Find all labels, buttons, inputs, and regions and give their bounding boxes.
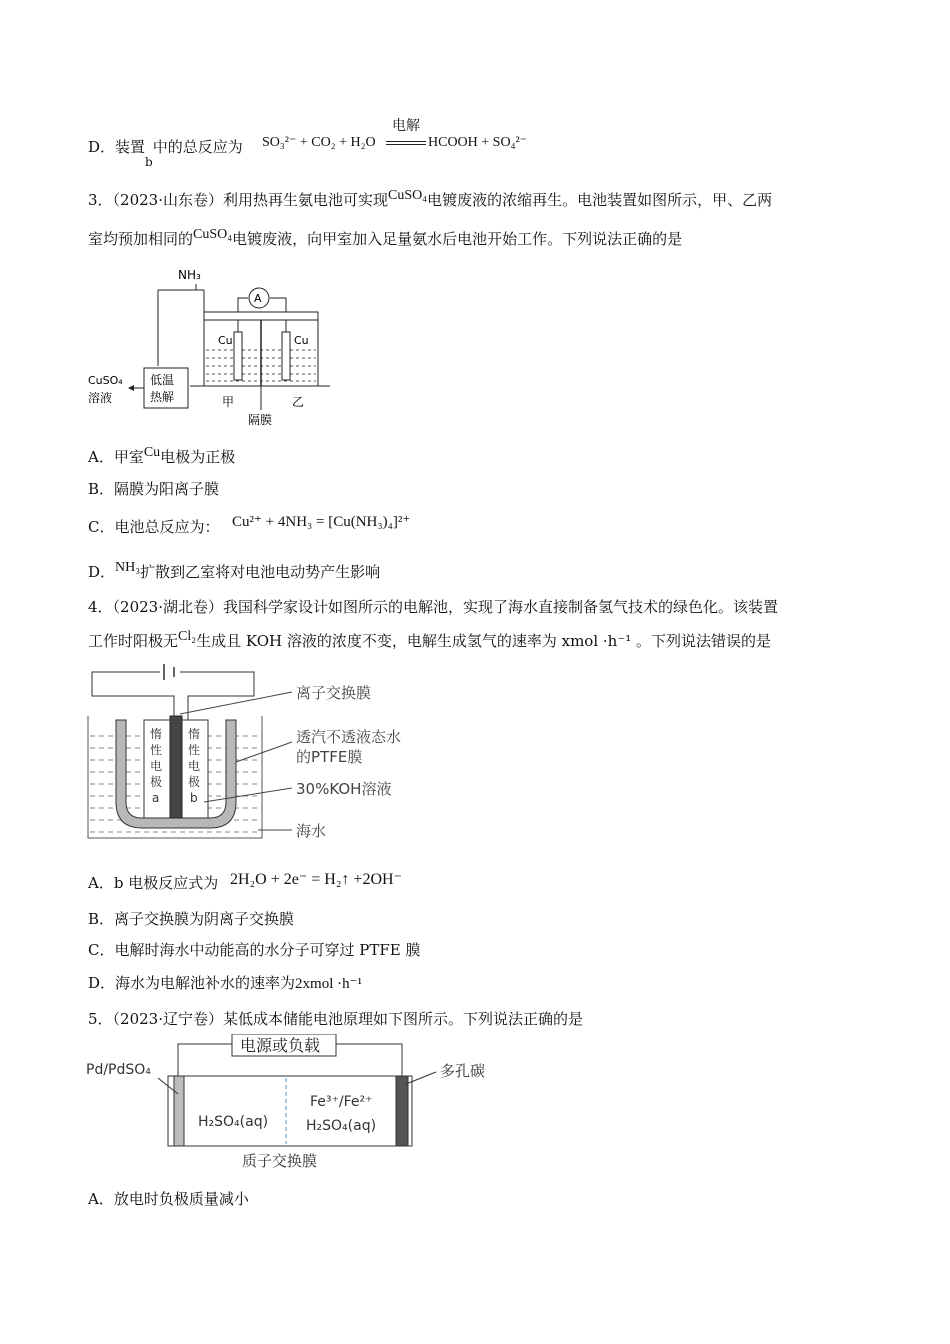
q4-fig-label-koh: 30%KOH溶液 [296, 780, 392, 798]
q5-option-a: A．放电时负极质量减小 [88, 1190, 249, 1208]
q3-option-d-tail: 扩散到乙室将对电池电动势产生影响 [140, 563, 381, 581]
q3-line2 [88, 228, 682, 249]
q4-line2-b: 生成且 KOH 溶液的浓度不变，电解生成氢气的速率为 xmol ·h⁻¹ 。下列说法错误的是 [196, 632, 772, 650]
prev-option-d-condition: 电解 [392, 119, 420, 134]
q4-line2-a: 工作时阳极无 [88, 632, 179, 650]
q3-option-c-eq: Cu²⁺ + 4NH₃ = [Cu(NH₃)₄]²⁺ [232, 514, 411, 530]
q4-option-a-label: A．b 电极反应式为 [88, 874, 219, 892]
q5-fig-wire-right [336, 1044, 402, 1076]
q4-fig-label-ion: 离子交换膜 [296, 684, 372, 702]
q3-fig-cu-left: Cu [218, 334, 233, 347]
q5-figure [84, 1034, 504, 1174]
q3-fig-wire-left [238, 298, 248, 312]
q4-fig-electrode-a-label: 惰性电极 a [150, 727, 163, 805]
q5-fig-right-soln2: H₂SO₄(aq) [306, 1118, 377, 1134]
q3-option-b: B．隔膜为阳离子膜 [88, 480, 220, 498]
q3-option-c [88, 516, 219, 537]
q3-fig-wire-right [270, 298, 286, 312]
q3-option-a-cu: Cu [143, 445, 161, 460]
q4-fig-pointer-ion [180, 692, 292, 714]
q5-fig-right-label: 多孔碳 [440, 1062, 486, 1080]
q3-option-d-label: D． [88, 563, 116, 581]
q4-figure [86, 662, 426, 846]
q3-option-d [88, 561, 380, 582]
q5-fig-electrode-left [174, 1076, 184, 1146]
q3-option-a-label: A．甲室 [88, 448, 144, 466]
q4-option-a-eq: 2H₂O + 2e⁻ = H₂↑ +2OH⁻ [230, 871, 402, 888]
q4-option-a [88, 872, 218, 893]
q4-option-d [88, 972, 362, 993]
q3-option-a [88, 446, 235, 467]
q3-fig-nh3-line [158, 284, 196, 290]
q4-option-b: B．离子交换膜为阴离子交换膜 [88, 910, 295, 928]
q4-fig-label-ptfe2: 的PTFE膜 [296, 748, 363, 766]
q5-fig-wire-left [178, 1044, 232, 1076]
q3-fig-yi: 乙 [292, 395, 305, 409]
q5-fig-source-label: 电源或负载 [240, 1036, 321, 1055]
q3-cuso4-b: CuSO₄ [193, 227, 233, 242]
q4-line1: 4．（2023·湖北卷）我国科学家设计如图所示的电解池，实现了海水直接制备氢气技术的绿色化。该装置 [88, 598, 778, 616]
q4-option-d-rate: 2xmol ·h⁻¹ [295, 976, 363, 992]
q4-line2 [88, 630, 771, 651]
q3-line1-a: 3．（2023·山东卷）利用热再生氨电池可实现 [88, 191, 388, 209]
q3-fig-membrane-label: 隔膜 [248, 413, 273, 427]
q3-fig-electrode-right [282, 332, 290, 380]
q3-fig-box-line2: 热解 [150, 390, 175, 404]
q3-fig-lid [204, 312, 318, 320]
q4-fig-wire-left [92, 672, 174, 720]
q4-cl2: Cl₂ [178, 629, 197, 644]
prev-option-d-sub-b: b [145, 155, 153, 169]
q4-option-c: C．电解时海水中动能高的水分子可穿过 PTFE 膜 [88, 941, 421, 959]
q3-option-a-tail: 电极为正极 [160, 448, 236, 466]
prev-option-d-reactants: SO₃²⁻ + CO₂ + H₂O [262, 135, 376, 150]
q4-fig-ion-membrane [170, 716, 182, 818]
q5-fig-left-soln: H₂SO₄(aq) [198, 1114, 269, 1130]
q3-line1 [88, 189, 772, 210]
q3-fig-out-arrowhead [128, 385, 134, 391]
q4-fig-pointer-ptfe [236, 742, 292, 762]
q5-fig-electrode-right [396, 1076, 408, 1146]
q3-line1-b: 电镀废液的浓缩再生。电池装置如图所示，甲、乙两 [427, 191, 773, 209]
q3-line2-b: 电镀废液，向甲室加入足量氨水后电池开始工作。下列说法正确的是 [232, 230, 683, 248]
q3-line2-a: 室均预加相同的 [88, 230, 194, 248]
q3-option-c-label: C．电池总反应为： [88, 518, 220, 536]
prev-option-d-arrow [386, 141, 426, 145]
q4-fig-pointer-koh [204, 788, 292, 802]
q4-fig-electrode-b-label: 惰性电极 b [188, 727, 201, 805]
q5-fig-membrane-label: 质子交换膜 [242, 1152, 318, 1170]
q3-fig-nh3: NH₃ [178, 268, 201, 282]
q3-fig-box-line1: 低温 [150, 373, 175, 387]
q3-cuso4-a: CuSO₄ [388, 188, 428, 203]
q3-fig-ammeter-label: A [254, 292, 262, 305]
q3-fig-solution: 溶液 [88, 391, 113, 405]
q3-figure [86, 262, 346, 430]
q4-fig-wire-right [180, 672, 254, 720]
q5-fig-left-label: Pd/PdSO₄ [86, 1062, 151, 1078]
q3-fig-electrode-left [234, 332, 242, 380]
q3-fig-jia: 甲 [222, 395, 235, 409]
q4-fig-label-sea: 海水 [296, 822, 327, 840]
prev-option-d [88, 136, 243, 169]
prev-option-d-label: D．装置 [88, 138, 146, 156]
prev-option-d-text: 中的总反应为 [152, 138, 243, 156]
q3-fig-cu-right: Cu [294, 334, 309, 347]
q5-fig-right-soln1: Fe³⁺/Fe²⁺ [310, 1094, 373, 1110]
q5-line1: 5．（2023·辽宁卷）某低成本储能电池原理如下图所示。下列说法正确的是 [88, 1010, 583, 1028]
prev-option-d-products: HCOOH + SO₄²⁻ [428, 135, 528, 150]
q4-fig-label-ptfe1: 透汽不透液态水 [296, 728, 402, 746]
q5-fig-cell [168, 1076, 412, 1146]
q3-option-d-nh3: NH₃ [115, 560, 141, 575]
q3-fig-cuso4: CuSO₄ [88, 374, 123, 387]
q4-option-d-label: D．海水为电解池补水的速率为 [88, 974, 296, 992]
